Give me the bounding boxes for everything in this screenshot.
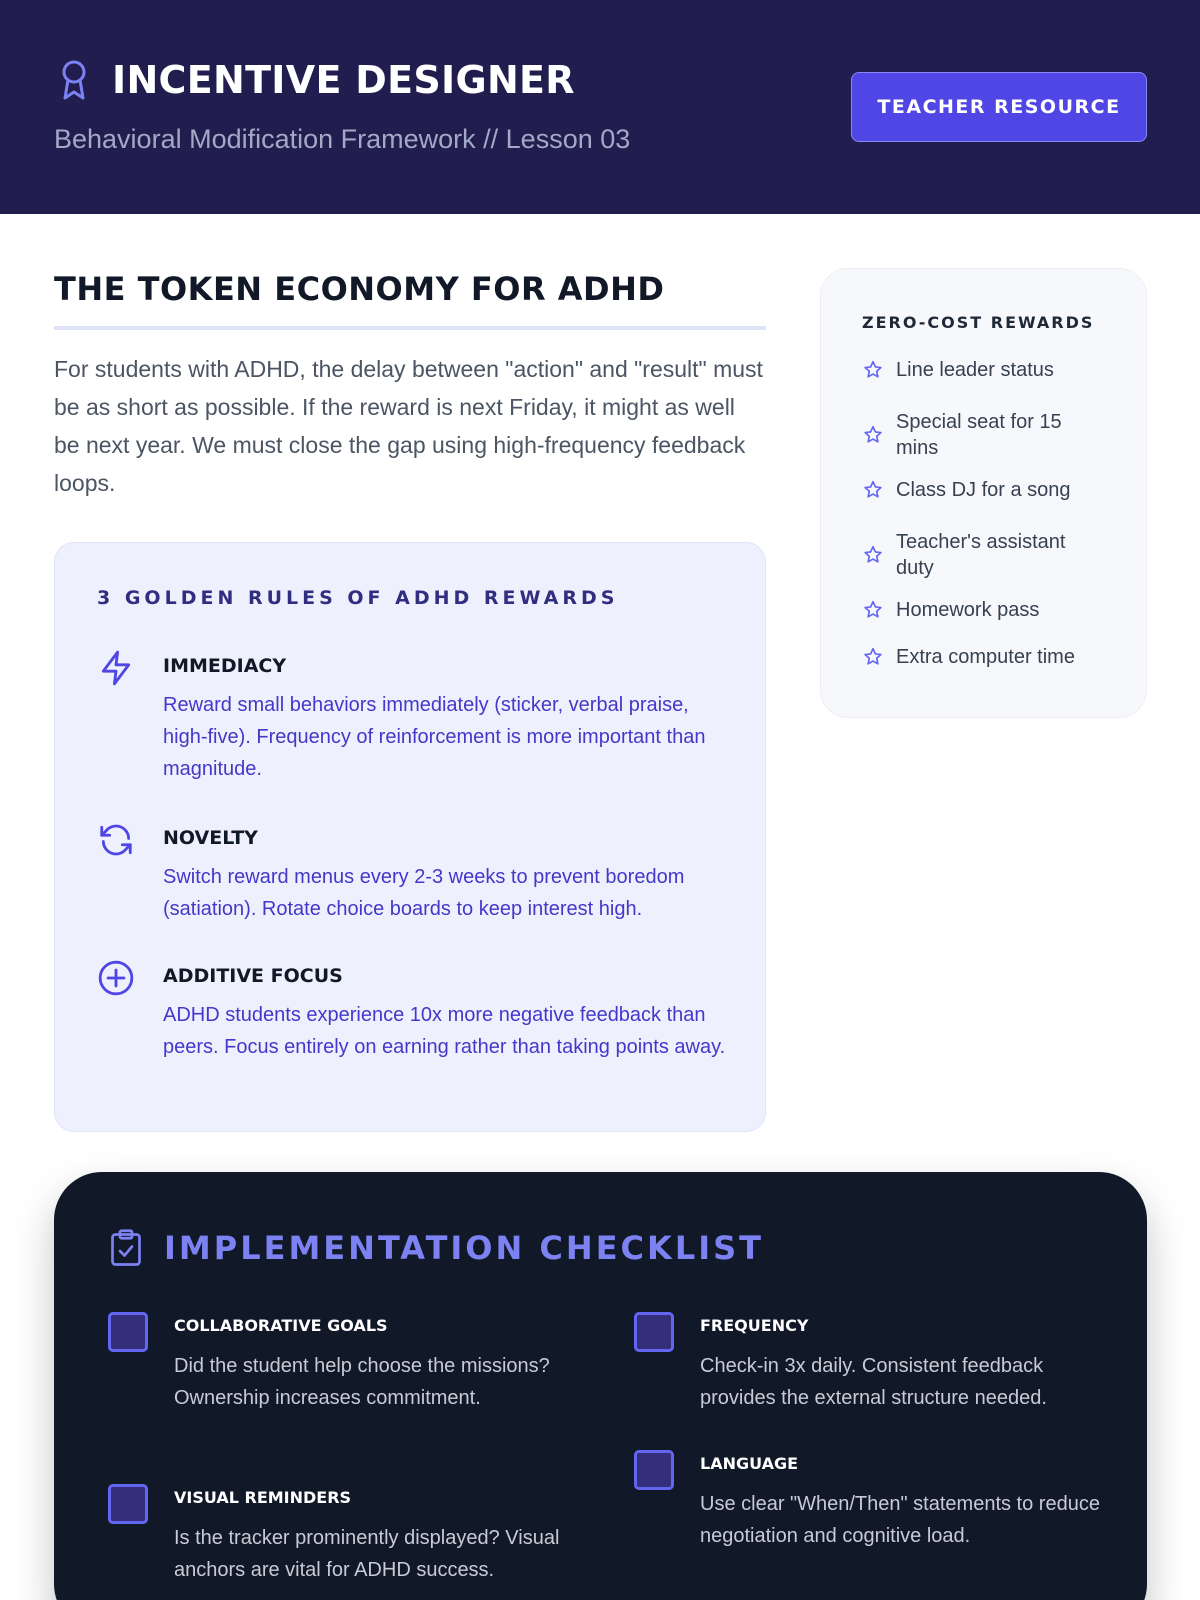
reward-label: Special seat for 15 mins: [896, 411, 1062, 459]
reward-item: [862, 597, 1122, 623]
intro-paragraph: For students with ADHD, the delay between "action" and "result" must be as short as possible. If the reward is next Friday, it might as well be next year. We must close the gap using high-frequency feedback loops.: [54, 356, 763, 496]
zero-cost-rewards-card: [820, 268, 1147, 718]
brand: [54, 54, 575, 106]
checkbox[interactable]: [108, 1312, 148, 1352]
lightning-icon: [97, 649, 135, 687]
star-icon: [862, 646, 884, 668]
checklist-item-title: FREQUENCY: [700, 1316, 809, 1335]
star-icon: [862, 424, 884, 446]
checklist-item-text: Did the student help choose the missions? Ownership increases commitment.: [174, 1355, 550, 1409]
reward-item: [862, 529, 1122, 581]
rule-additive-focus: [97, 959, 737, 1099]
checklist-item-visual-reminders: [108, 1484, 560, 1600]
checklist-header: [108, 1228, 764, 1268]
reward-item: [862, 357, 1122, 383]
reward-item: [862, 409, 1122, 461]
rule-title: IMMEDIACY: [163, 655, 287, 677]
golden-rules-card: [54, 542, 766, 1132]
refresh-icon: [97, 821, 135, 859]
checklist-item-text: Is the tracker prominently displayed? Visual anchors are vital for ADHD success.: [174, 1527, 560, 1581]
reward-label: Homework pass: [896, 599, 1040, 621]
section-title: THE TOKEN ECONOMY FOR ADHD: [54, 270, 665, 308]
reward-label: Class DJ for a song: [896, 479, 1071, 501]
award-ribbon-icon: [54, 54, 94, 106]
star-icon: [862, 479, 884, 501]
page-header: [0, 0, 1200, 214]
star-icon: [862, 359, 884, 381]
rule-novelty: [97, 821, 737, 931]
rule-title: ADDITIVE FOCUS: [163, 965, 343, 987]
rule-text: Switch reward menus every 2-3 weeks to prevent boredom (satiation). Rotate choice boards to keep interest high.: [163, 866, 685, 920]
star-icon: [862, 599, 884, 621]
reward-label: Teacher's assistant duty: [896, 531, 1066, 579]
app-title: INCENTIVE DESIGNER: [112, 58, 575, 102]
rewards-heading: ZERO-COST REWARDS: [862, 313, 1095, 332]
teacher-resource-button[interactable]: TEACHER RESOURCE: [851, 72, 1147, 142]
rule-title: NOVELTY: [163, 827, 258, 849]
reward-label: Extra computer time: [896, 646, 1075, 668]
plus-circle-icon: [97, 959, 135, 997]
rule-text: ADHD students experience 10x more negative feedback than peers. Focus entirely on earning rather than taking points away.: [163, 1004, 726, 1058]
golden-rules-heading: 3 GOLDEN RULES OF ADHD REWARDS: [97, 587, 619, 609]
checklist-item-text: Check-in 3x daily. Consistent feedback provides the external structure needed.: [700, 1355, 1047, 1409]
checklist-item-title: VISUAL REMINDERS: [174, 1488, 352, 1507]
clipboard-check-icon: [108, 1228, 144, 1268]
checklist-item-collaborative-goals: [108, 1312, 550, 1452]
rule-text: Reward small behaviors immediately (sticker, verbal praise, high-five). Frequency of reinforcement is more important than magnitude.: [163, 694, 706, 780]
star-icon: [862, 544, 884, 566]
implementation-checklist: [54, 1172, 1147, 1600]
rule-immediacy: [97, 649, 737, 789]
title-divider: [54, 326, 766, 330]
checklist-item-title: COLLABORATIVE GOALS: [174, 1316, 388, 1335]
checklist-item-title: LANGUAGE: [700, 1454, 799, 1473]
app-subtitle: Behavioral Modification Framework // Lesson 03: [54, 124, 631, 154]
reward-item: [862, 644, 1122, 670]
reward-item: [862, 477, 1122, 503]
checklist-item-frequency: [634, 1312, 1064, 1422]
checkbox[interactable]: [108, 1484, 148, 1524]
checkbox[interactable]: [634, 1312, 674, 1352]
checklist-title: IMPLEMENTATION CHECKLIST: [164, 1229, 764, 1267]
checklist-item-language: [634, 1450, 1100, 1560]
checkbox[interactable]: [634, 1450, 674, 1490]
checklist-item-text: Use clear "When/Then" statements to reduce negotiation and cognitive load.: [700, 1493, 1100, 1547]
reward-label: Line leader status: [896, 359, 1054, 381]
